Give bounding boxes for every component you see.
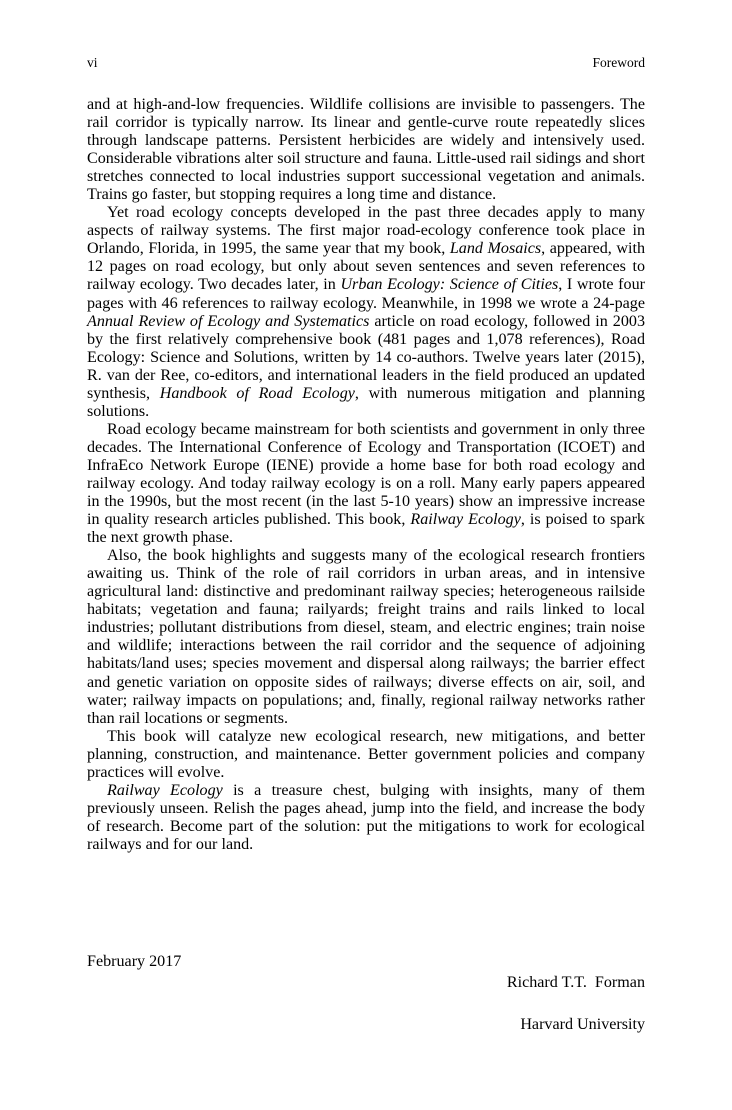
paragraph-3: Road ecology became mainstream for both scientists and government in only three decades. The International Conference of Ecology and Transportation (ICOET) and InfraEco Network Europe (IENE) provide a home base for both road ecology and railway ecology. And today railway ecology is on a roll. Many early papers appeared in the 1990s, but the most recent (in the last 5-10 years) show an impressive increase in quality research articles published. This book, Railway Ecology, is poised to spark the next growth phase.: [87, 420, 645, 547]
signature-author: Richard T.T. Forman: [506, 974, 645, 991]
paragraph-5: This book will catalyze new ecological research, new mitigations, and better planning, construction, and maintenance. Better government policies and company practices will evolve.: [87, 727, 645, 781]
signature-block: [87, 951, 645, 1056]
page-folio: vi: [87, 55, 98, 70]
paragraph-6: Railway Ecology is a treasure chest, bulging with insights, many of them previously unseen. Relish the pages ahead, jump into the field, and increase the body of research. Become part of the solution: put the mitigations to work for ecological railways and for our land.: [87, 781, 645, 853]
signature-date: February 2017: [87, 953, 182, 970]
paragraph-4: Also, the book highlights and suggests many of the ecological research frontiers awaiting us. Think of the role of rail corridors in urban areas, and in intensive agricultural land: distinctive and predominant railway species; heterogeneous railside habitats; vegetation and fauna; railyards; freight trains and rails linked to local industries; pollutant distributions from diesel, steam, and electric engines; train noise and wildlife; interactions between the rail corridor and the sequence of adjoining habitats/land uses; species movement and dispersal along railways; the barrier effect and genetic variation on opposite sides of railways; diverse effects on air, soil, and water; railway impacts on populations; and, finally, regional railway networks rather than rail locations or segments.: [87, 547, 645, 727]
signature-attribution: [507, 951, 645, 1056]
running-head-title: Foreword: [592, 55, 645, 70]
body-text-column: [87, 96, 645, 854]
paragraph-2: Yet road ecology concepts developed in the past three decades apply to many aspects of railway systems. The first major road-ecology conference took place in Orlando, Florida, in 1995, the same year that my book, Land Mosaics, appeared, with 12 pages on road ecology, but only about seven sentences and seven references to railway ecology. Two decades later, in Urban Ecology: Science of Cities, I wrote four pages with 46 references to railway ecology. Meanwhile, in 1998 we wrote a 24-page Annual Review of Ecology and Systematics article on road ecology, followed in 2003 by the first relatively comprehensive book (481 pages and 1,078 references), Road Ecology: Science and Solutions, written by 14 co-authors. Twelve years later (2015), R. van der Ree, co-editors, and international leaders in the field produced an updated synthesis, Handbook of Road Ecology, with numerous mitigation and planning solutions.: [87, 204, 645, 420]
running-head: [87, 55, 645, 71]
signature-affiliation: Harvard University: [520, 1016, 645, 1033]
paragraph-1: and at high-and-low frequencies. Wildlife collisions are invisible to passengers. The rail corridor is typically narrow. Its linear and gentle-curve route repeatedly slices through landscape patterns. Persistent herbicides are widely and intensively used. Considerable vibrations alter soil structure and fauna. Little-used rail sidings and short stretches connected to local industries support successional vegetation and animals. Trains go faster, but stopping requires a long time and distance.: [87, 96, 645, 204]
